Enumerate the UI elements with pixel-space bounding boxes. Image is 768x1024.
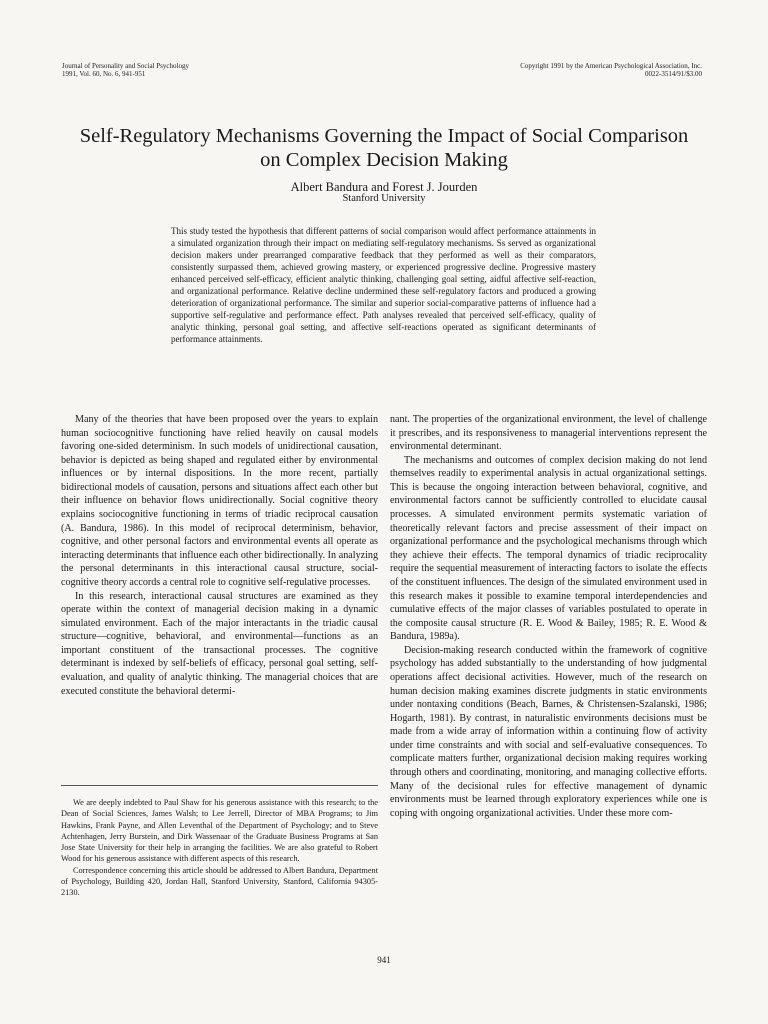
acknowledgment-note: We are deeply indebted to Paul Shaw for his generous assistance with this research; to the Dean of Social Sciences, James Walsh; to Lee Jerrell, Director of MBA Programs; to Jim Hawkins, Frank Payne, and Allen Leventhal of the Department of Psychology; and to Steve Achtenhagen, Jerry Burstein, and Dirk Wassenaar of the Graduate Business Programs at San Jose State University for their help in arranging the facilities. We are also grateful to Robert Wood for his generous assistance with different aspects of this research. — [61, 798, 378, 864]
body-paragraph: Decision-making research conducted within the framework of cognitive psychology has added substantially to the understanding of how judgmental operations affect decisional activities. However, much of the research on human decision making examines discrete judgments in static environments under nontaxing conditions (Beach, Barnes, & Christensen-Szalanski, 1986; Hogarth, 1981). By contrast, in naturalistic environments decisions must be made from a wide array of information within a continuing flow of activity under time constraints and with social and self-evaluative consequences. To complicate matters further, organizational decision making requires working through others and coordinating, monitoring, and managing collective efforts. Many of the decisional rules for effective management of dynamic environments must be learned through exploratory experiences while one is coping with ongoing organizational activities. Under these more com- — [390, 644, 707, 819]
journal-volume: 1991, Vol. 60, No. 6, 941-951 — [62, 70, 146, 78]
footnotes — [61, 797, 378, 899]
body-paragraph: In this research, interactional causal structures are examined as they operate within the context of managerial decision making in a dynamic simulated environment. Each of the major interactants in the triadic causal structure—cognitive, behavioral, and environmental—functions as an important constituent of the transactional processes. The cognitive determinant is indexed by self-beliefs of efficacy, personal goal setting, self-evaluation, and quality of analytic thinking. The managerial choices that are executed constitute the behavioral determi- — [61, 590, 378, 697]
body-paragraph: The mechanisms and outcomes of complex decision making do not lend themselves readily to experimental analysis in actual organizational settings. This is because the ongoing interaction between behavioral, cognitive, and environmental factors cannot be sufficiently controlled to elucidate causal processes. A simulated environment permits systematic variation of theoretically relevant factors and precise assessment of their impact on organizational performance and the psychological mechanisms through which they achieve their effects. The temporal dynamics of triadic reciprocality require the sequential measurement of interacting factors to isolate the effects of the constituent influences. The design of the simulated environment used in this research makes it possible to examine temporal interdependencies and cumulative effects of the major classes of variables postulated to operate in the composite causal structure (R. E. Wood & Bailey, 1985; R. E. Wood & Bandura, 1989a). — [390, 454, 707, 643]
journal-name: Journal of Personality and Social Psychology — [62, 62, 189, 70]
copyright-header — [520, 62, 702, 78]
affiliation: Stanford University — [342, 193, 426, 204]
title-line-1: Self-Regulatory Mechanisms Governing the Impact of Social Comparison — [79, 124, 689, 147]
footnote-divider — [61, 785, 378, 786]
article-title — [40, 124, 728, 172]
page-number: 941 — [377, 955, 391, 965]
copyright-notice: Copyright 1991 by the American Psychological Association, Inc. — [520, 62, 702, 70]
body-paragraph: nant. The properties of the organizational environment, the level of challenge it prescribes, and its responsiveness to managerial interventions represent the environmental determinant. — [390, 414, 707, 453]
journal-header — [62, 62, 189, 78]
body-paragraph: Many of the theories that have been proposed over the years to explain human sociocognitive functioning have relied heavily on causal models favoring one-sided determinism. In such models of unidirectional causation, behavior is depicted as being shaped and regulated either by environmental influences or by internal dispositions. In the more recent, partially bidirectional models of causation, persons and situations affect each other but their influence on behavior flows unidirectionally. Social cognitive theory explains sociocognitive functioning in terms of triadic reciprocal causation (A. Bandura, 1986). In this model of reciprocal determinism, behavior, cognitive, and other personal factors and environmental events all operate as interacting determinants that influence each other bidirectionally. In analyzing the personal determinants in this interactional causal structure, social-cognitive theory accords a central role to cognitive self-regulative processes. — [61, 414, 378, 588]
title-line-2: on Complex Decision Making — [260, 148, 508, 171]
correspondence-note: Correspondence concerning this article should be addressed to Albert Bandura, Department of Psychology, Building 420, Jordan Hall, Stanford University, Stanford, California 94305-2130. — [61, 865, 378, 898]
authors: Albert Bandura and Forest J. Jourden — [290, 180, 478, 194]
issn-price: 0022-3514/91/$3.00 — [645, 70, 702, 78]
body-column-left — [61, 413, 378, 698]
body-column-right — [390, 413, 707, 820]
abstract: This study tested the hypothesis that different patterns of social comparison would affect performance attainments in a simulated organization through their impact on mediating self-regulatory mechanisms. Ss served as organizational decision makers under prearranged comparative feedback that they performed as well as their comparators, consistently surpassed them, achieved growing mastery, or experienced progressive decline. Progressive mastery enhanced perceived self-efficacy, efficient analytic thinking, challenging goal setting, aidful affective self-reaction, and organizational performance. Relative decline undermined these self-regulatory factors and produced a growing deterioration of organizational performance. The similar and superior social-comparative patterns of influence had a supportive self-regulative and performance effect. Path analyses revealed that perceived self-efficacy, quality of analytic thinking, personal goal setting, and affective self-reactions operated as significant determinants of performance attainments. — [171, 226, 596, 344]
